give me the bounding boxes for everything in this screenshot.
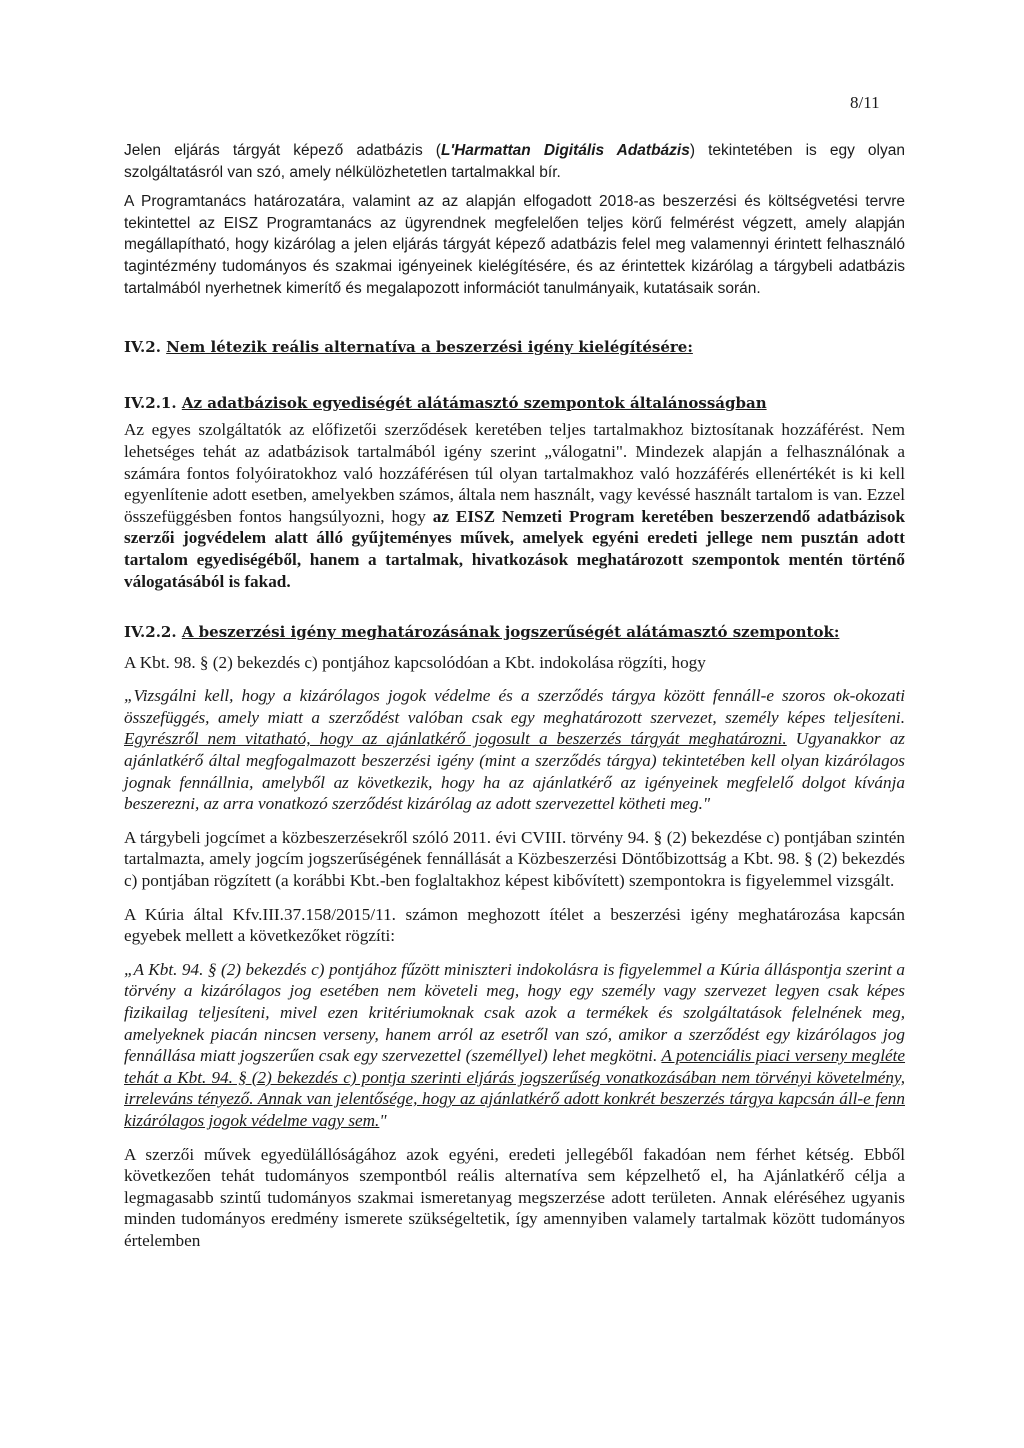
quote-kbt-indokolas: „Vizsgálni kell, hogy a kizárólagos jogok védelme és a szerződés tárgya között fennáll-e szoros ok-okozati összefüggés, amely miatt a szerződést valóban csak egy meghatározott szervezet, személy képes teljesíteni. Egyrészről nem vitatható, hogy az ajánlatkérő jogosult a beszerzés tárgyát meghatározni. Ugyanakkor az ajánlatkérő által megfogalmazott beszerzési igény (mint a szerződés tárgya) tekintetében kell olyan kizárólagos jognak fennállnia, amelyből az következik, hogy ha az ajánlatkérő az igényeinek megfelelő dolgot kívánja beszerezni, az arra vonatkozó szerződést kizárólag az adott szervezettel kötheti meg." — [124, 686, 905, 814]
page-number: 8/11 — [850, 93, 880, 112]
quote-kuria: „A Kbt. 94. § (2) bekezdés c) pontjához fűzött miniszteri indokolásra is figyelemmel a Kúria álláspontja szerint a törvény a kizárólagos jog esetében nem követeli meg, hogy egy személy vagy szervezet legyen csak képes fizikailag teljesíteni, mivel ezen kritériumoknak csak azok a termékek és szolgáltatások felelnének meg, amelyeknek piacán nincsen verseny, hanem arról az esetről van szó, amikor a szerződést egy kizárólagos jog fennállása miatt jogszerűen csak egy szervezettel (személlyel) lehet megkötni. A potenciális piaci verseny megléte tehát a Kbt. 94. § (2) bekezdés c) pontja szerinti eljárás jogszerűség vonatkozásában nem törvényi követelmény, irreleváns tényező. Annak van jelentősége, hogy az ajánlatkérő adott konkrét beszerzés tárgya kapcsán áll-e fenn kizárólagos jogok védelme vagy sem." — [124, 959, 906, 1130]
paragraph-uniqueness: Az egyes szolgáltatók az előfizetői szerződések keretében teljes tartalmakhoz biztosítanak hozzáférést. Nem lehetséges tehát az adatbázisok tartalmából igény szerint „válogatni". Mindezek alapján a felhasználónak a számára fontos folyóiratokhoz való hozzáférésen túl olyan tartalmakhoz való hozzáférés ellenértékét is ki kell egyenlítenie adott esetben, amelyekben számos, általa nem használt, vagy kevéssé használt tartalom is van. Ezzel összefüggésben fontos hangsúlyozni, hogy az EISZ Nemzeti Program keretében beszerzendő adatbázisok szerzői jogvédelem alatt álló gyűjteményes művek, amelyek egyéni eredeti jellege nem pusztán adott tartalom egyediségéből, hanem a tartalmak, hivatkozások meghatározott szempontok mentén történő válogatásából is fakad. — [124, 420, 905, 591]
paragraph-jogcim: A tárgybeli jogcímet a közbeszerzésekről szóló 2011. évi CVIII. törvény 94. § (2) bekezdése c) pontjában szintén tartalmazta, amely jogcím jogszerűségének fennállását a Közbeszerzési Döntőbizottság a Kbt. 98. § (2) bekezdés c) pontjában rögzített (a korábbi Kbt.-ben foglaltakhoz képest kibővített) szempontokra is figyelemmel vizsgált. — [124, 827, 905, 891]
database-name: L'Harmattan Digitális Adatbázis — [440, 142, 690, 159]
document-body — [124, 140, 905, 1252]
section-heading-iv22: IV.2.2. A beszerzési igény meghatározásának jogszerűségét alátámasztó szempontok: — [124, 623, 840, 642]
paragraph-kbt-indokolas: A Kbt. 98. § (2) bekezdés c) pontjához kapcsolódóan a Kbt. indokolása rögzíti, hogy — [124, 652, 706, 672]
section-heading-iv2: IV.2. Nem létezik reális alternatíva a beszerzési igény kielégítésére: — [124, 338, 693, 357]
paragraph-kuria: A Kúria által Kfv.III.37.158/2015/11. számon meghozott ítélet a beszerzési igény meghatározása kapcsán egyebek mellett a következőket rögzíti: — [124, 904, 905, 946]
paragraph-szerzoi-muvek: A szerzői művek egyedülállóságához azok egyéni, eredeti jellegéből fakadóan nem férhet kétség. Ebből következően tehát tudományos szempontból reális alternatíva sem képzelhető el, ha Ajánlatkérő célja a legmagasabb szintű tudományos szakmai ismeretanyag megszerzése adott területen. Annak eléréséhez ugyanis minden tudományos eredmény ismerete szükségeltetik, így amennyiben valamely tartalmak között tudományos értelemben — [124, 1144, 905, 1250]
emphasis-collective-works: az EISZ Nemzeti Program keretében beszerzendő adatbázisok szerzői jogvédelem alatt álló gyűjteményes művek, amelyek egyéni eredeti jellege nem pusztán adott tartalom egyediségéből, hanem a tartalmak, hivatkozások meghatározott szempontok mentén történő válogatásából is fakad. — [124, 506, 905, 591]
paragraph-programtanacs: A Programtanács határozatára, valamint az az alapján elfogadott 2018-as beszerzési és költségvetési tervre tekintettel az EISZ Programtanács az ügyrendnek megfelelően teljes körű felmérést végzett, amely alapján megállapítható, hogy kizárólag a jelen eljárás tárgyát képező adatbázis felel meg valamennyi érintett felhasználó tagintézmény tudományos és szakmai igényeinek kielégítésére, és az érintettek kizárólag a tárgybeli adatbázis tartalmából nyerhetnek kimerítő és megalapozott információt tanulmányaik, kutatásaik során. — [124, 193, 905, 297]
paragraph-intro: Jelen eljárás tárgyát képező adatbázis (L'Harmattan Digitális Adatbázis) tekintetében is egy olyan szolgáltatásról van szó, amely nélkülözhetetlen tartalmakkal bír. — [124, 142, 905, 181]
section-heading-iv21: IV.2.1. Az adatbázisok egyediségét alátámasztó szempontok általánosságban — [124, 393, 767, 412]
